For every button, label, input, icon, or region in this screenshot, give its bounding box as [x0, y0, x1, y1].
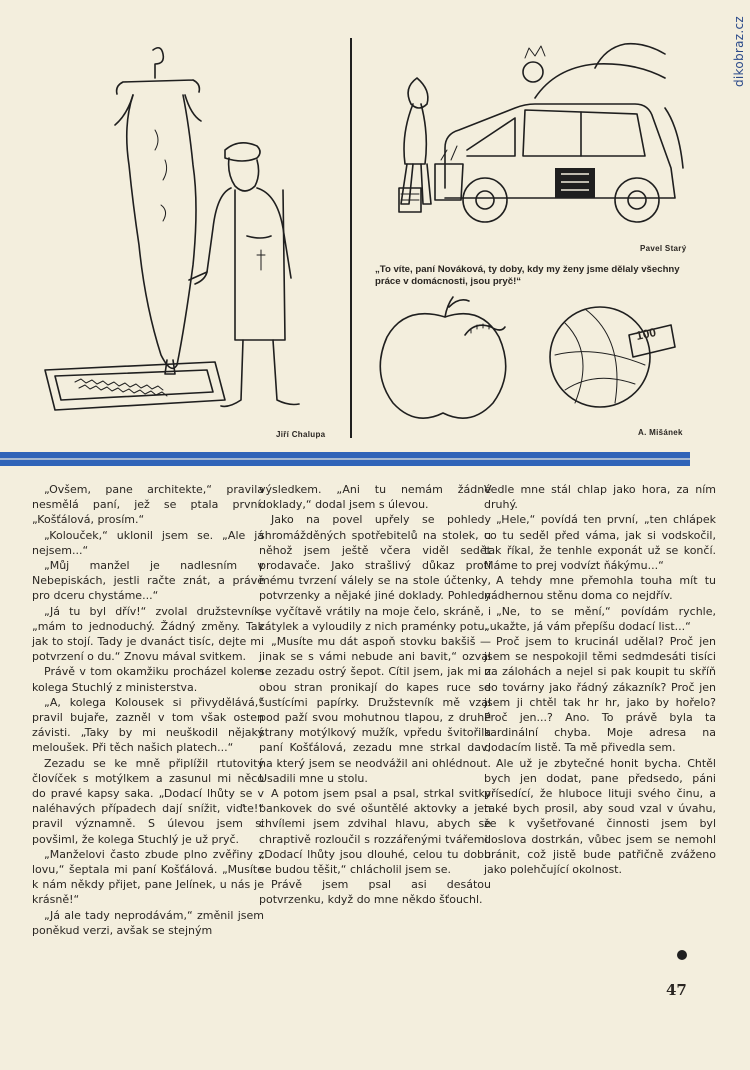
paragraph: „Já tu byl dřív!“ zvolal družstevník, „mám to jednoduchý. Žádný změny. Tak jak to stojí. Tady je dvanáct tisíc, dejte mi potvrzení o du.“ Znovu mával svitkem. [32, 604, 264, 664]
paragraph: „Ne, to se mění,“ povídám rychle, „ukažte, já vám přepíšu dodací list...“ [484, 604, 716, 633]
objects-cartoon-credit: A. Mišánek [638, 428, 683, 437]
car-cartoon-caption: „To víte, paní Nováková, ty doby, kdy my ženy jsme dělaly všechny práce v domácnosti, jsou pryč!“ [375, 264, 680, 287]
paragraph: Jako na povel upřely se pohledy shromážděných spotřebitelů na stolek, u něhož jsem ještě včera viděl sedět prodavače. Jako strašlivý důkaz proti mému tvrzení válely se na stole účtenky, potvrzenky a nějaké jiné doklady. Pohledy se vyčítavě vrátily na moje čelo, skráně, i zátylek a vyloudily z nich praménky potu. [259, 513, 491, 633]
paragraph: „Můj manžel je nadlesním v Nebepiskách, jestli račte znát, a právě pro dceru chystáme...“ [32, 559, 264, 603]
paragraph: „Manželovi často zbude plno zvěřiny z lovu,“ šeptala mi paní Košťálová. „Musíte k nám někdy přijet, pane Jelínek, u nás je krásně!“ [32, 847, 264, 907]
paragraph: Ale už je zbytečné honit bycha. Chtěl bych jen dodat, pane předsedo, páni přísedící, že hluboce lituji svého činu, a také bych prosil, aby soud vzal v úvahu, že k vyšetřované činnosti jsem byl doslova dostrkán, vůbec jsem se nemohl bránit, což jistě bude patřičně zváženo jako polehčující okolnost. [484, 756, 716, 877]
apple-ball-cartoon [375, 295, 700, 420]
paragraph: výsledkem. „Ani tu nemám žádné doklady,“ dodal jsem s úlevou. [259, 483, 491, 512]
paragraph: Zezadu se ke mně připlížil rtutovitý človíček s motýlkem a zasunul mi něco do pravé kapsy saka. „Dodací lhůty se v naléhavých případech dají snížit, viďte!“ pravil významně. S úlevou jsem si povšiml, že kolega Stuchlý je už pryč. [32, 756, 264, 846]
paragraph: Proč jsem to krucinál udělal? Proč jen jsem se nespokojil těmi sedmdesáti tisíci na zálohách a nejel si pak koupit tu skříň do továrny jako řádný zákazník? Proč jen jsem ji chtěl tak hr hr, jako by hořelo? Proč jen...? Ano. To právě byla ta kardinální chyba. Moje adresa na dodacím listě. Ta mě přivedla sem. [484, 635, 716, 755]
page-number: 47 [666, 981, 687, 999]
paragraph: „A, kolega Kolousek si přivydělává,“ pravil bujaře, zazněl v tom však osten závisti. „Taky by mi neuškodil nějaký meloušek. Při těch našich platech...“ [32, 695, 264, 755]
article-end-mark [677, 950, 687, 960]
paragraph: A potom jsem psal a psal, strkal svitky bankovek do své ošuntělé aktovky a jen chvílemi jsem zdvihal hlavu, abych se chraptivě rozloučil s rozzářenými tvářemi. „Dodací lhůty jsou dlouhé, celou tu dobu se budou těšit,“ chlácholil jsem se. [259, 787, 491, 877]
article-column-1 [32, 482, 264, 938]
blue-separator-band [0, 452, 690, 466]
article-column-2 [259, 482, 491, 908]
left-cartoon-credit: Jiří Chalupa [276, 430, 326, 439]
car-cartoon-credit: Pavel Starý [640, 244, 687, 253]
cartoon-divider [350, 38, 352, 438]
paragraph: „Kolouček,“ uklonil jsem se. „Ale já nejsem...“ [32, 528, 264, 557]
paragraph: „Já ale tady neprodávám,“ změnil jsem poněkud verzi, avšak se stejným [32, 908, 264, 937]
paragraph: „Hele,“ povídá ten první, „ten chlápek co tu seděl před vámа, jak si vodskočil, tak říkal, že tenhle exponát už se končí. Máme to prej vodvízt ňákýmu...“ [484, 513, 716, 573]
ball-price-tag: 100 [634, 325, 658, 343]
paragraph: Právě v tom okamžiku procházel kolem kolega Stuchlý z ministerstva. [32, 665, 264, 694]
paragraph: Právě jsem psal asi desátou potvrzenku, když do mne někdo šťouchl. [259, 878, 491, 907]
watermark: dikobraz.cz [732, 16, 746, 88]
paragraph: „Musíte mu dát aspoň stovku bakšiš — jinak se s vámi nebude ani bavit,“ ozval se zezadu ostrý šepot. Cítil jsem, jak mi z obou stran pronikají do kapes ruce se šustícími papírky. Družstevník mě vzal pod paží svou mohutnou tlapou, z druhé strany motýlkový mužík, vpředu švitořila paní Košťálová, zezadu mne strkal dav, na který jsem se neodvážil ani ohlédnout. Usadili mne u stolu. [259, 635, 491, 785]
article-column-3 [484, 482, 716, 877]
paragraph: „Ovšem, pane architekte,“ pravila nesmělá paní, jež se ptala první. „Košťálová, prosím.“ [32, 483, 264, 527]
butcher-cartoon [35, 40, 345, 440]
paragraph: A tehdy mne přemohla touha mít tu nádhernou stěnu doma co nejdřív. [484, 574, 716, 603]
car-cartoon [375, 38, 700, 248]
paragraph: Vedle mne stál chlap jako hora, za ním druhý. [484, 483, 716, 512]
